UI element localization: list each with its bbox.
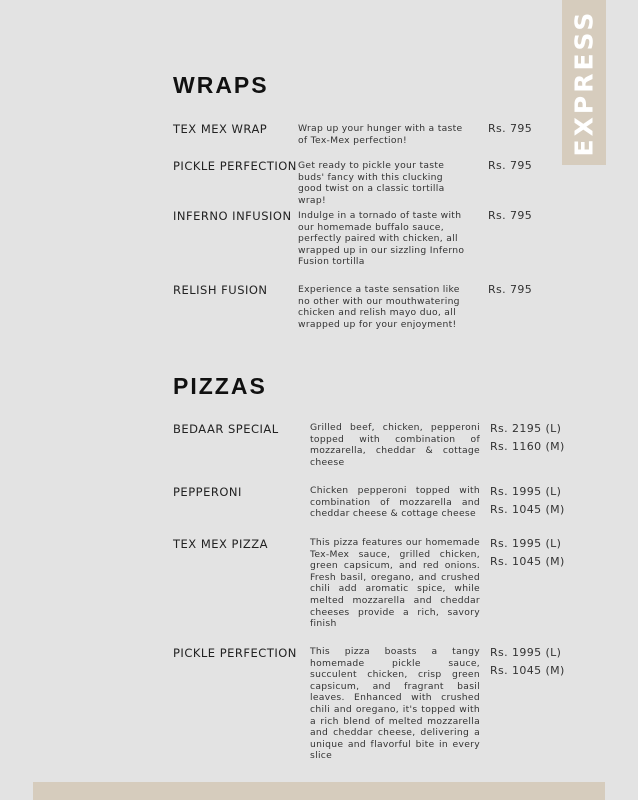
item-prices bbox=[490, 537, 565, 568]
item-prices bbox=[490, 646, 565, 677]
item-name: BEDAAR SPECIAL bbox=[173, 422, 279, 436]
item-name: INFERNO INFUSION bbox=[173, 209, 292, 223]
price-large: Rs. 1995 (L) bbox=[490, 646, 562, 659]
price-large: Rs. 1995 (L) bbox=[490, 485, 562, 498]
footer-bar bbox=[33, 782, 605, 800]
item-price: Rs. 795 bbox=[488, 209, 533, 222]
wraps-section-title: WRAPS bbox=[173, 72, 269, 98]
item-name: PICKLE PERFECTION bbox=[173, 159, 297, 173]
price-medium: Rs. 1045 (M) bbox=[490, 664, 565, 677]
price-large: Rs. 2195 (L) bbox=[490, 422, 562, 435]
item-description: Grilled beef, chicken, pepperoni topped with combination of mozzarella, cheddar & cottage cheese bbox=[310, 422, 480, 468]
item-name: PICKLE PERFECTION bbox=[173, 646, 297, 660]
item-name: TEX MEX PIZZA bbox=[173, 537, 268, 551]
pizzas-section-title: PIZZAS bbox=[173, 373, 267, 399]
item-description: Get ready to pickle your taste buds' fancy with this clucking good twist on a classic tortilla wrap! bbox=[298, 160, 445, 206]
price-large: Rs. 1995 (L) bbox=[490, 537, 562, 550]
item-prices bbox=[490, 485, 565, 516]
price-medium: Rs. 1160 (M) bbox=[490, 440, 565, 453]
item-description: Chicken pepperoni topped with combination of mozzarella and cheddar cheese & cottage cheese bbox=[310, 485, 480, 520]
price-medium: Rs. 1045 (M) bbox=[490, 555, 565, 568]
item-description: Indulge in a tornado of taste with our homemade buffalo sauce, perfectly paired with chicken, all wrapped up in our sizzling Inferno Fusion tortilla bbox=[298, 210, 465, 268]
item-description: Experience a taste sensation like no other with our mouthwatering chicken and relish mayo duo, all wrapped up for your enjoyment! bbox=[298, 284, 460, 330]
express-side-tab bbox=[562, 0, 606, 165]
item-name: TEX MEX WRAP bbox=[173, 122, 268, 136]
item-description: Wrap up your hunger with a taste of Tex-Mex perfection! bbox=[298, 123, 463, 146]
item-name: PEPPERONI bbox=[173, 485, 242, 499]
item-description: This pizza boasts a tangy homemade pickle sauce, succulent chicken, crisp green capsicum, and fragrant basil leaves. Enhanced with crushed chili and oregano, it's topped with a rich blend of melted mozzarella and cheddar cheese, delivering a unique and flavorful bite in every slice bbox=[310, 646, 480, 762]
item-name: RELISH FUSION bbox=[173, 283, 268, 297]
item-price: Rs. 795 bbox=[488, 159, 533, 172]
price-medium: Rs. 1045 (M) bbox=[490, 503, 565, 516]
item-price: Rs. 795 bbox=[488, 122, 533, 135]
item-prices bbox=[490, 422, 565, 453]
express-tab-label: EXPRESS bbox=[569, 9, 599, 156]
item-description: This pizza features our homemade Tex-Mex sauce, grilled chicken, green capsicum, and red onions. Fresh basil, oregano, and crushed chili add aromatic spice, while melted mozzarella and cheddar cheeses provide a rich, savory finish bbox=[310, 537, 480, 630]
item-price: Rs. 795 bbox=[488, 283, 533, 296]
